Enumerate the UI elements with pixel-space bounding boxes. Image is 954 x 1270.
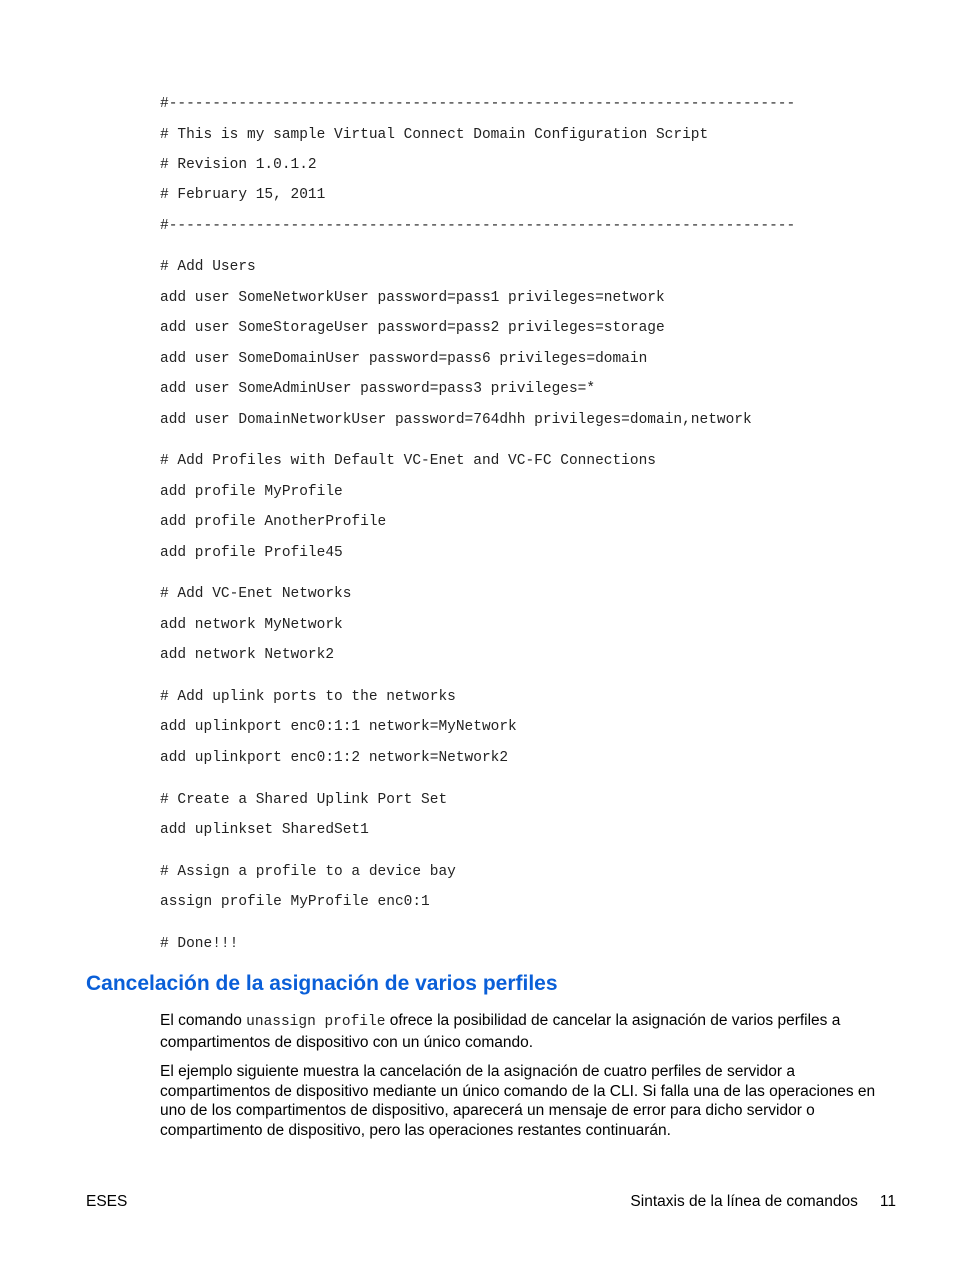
code-line: # Revision 1.0.1.2 <box>160 157 317 173</box>
code-line: add uplinkport enc0:1:2 network=Network2 <box>160 750 509 766</box>
code-line: add user SomeAdminUser password=pass3 privileges=* <box>160 381 596 397</box>
code-line: add uplinkport enc0:1:1 network=MyNetwork <box>160 719 517 735</box>
code-line: # This is my sample Virtual Connect Domain Configuration Script <box>160 127 709 143</box>
code-line: add user SomeDomainUser password=pass6 privileges=domain <box>160 351 648 367</box>
code-line: add profile AnotherProfile <box>160 514 387 530</box>
paragraph-text: ofrece la posibilidad de cancelar la asignación de varios perfiles a compartimentos de dispositivo con un único comando. <box>160 1012 841 1051</box>
code-line: add user DomainNetworkUser password=764dhh privileges=domain,network <box>160 412 752 428</box>
code-line: # Add uplink ports to the networks <box>160 689 456 705</box>
code-line: # Assign a profile to a device bay <box>160 864 456 880</box>
code-line: # February 15, 2011 <box>160 187 326 203</box>
paragraph-example: El ejemplo siguiente muestra la cancelación de la asignación de cuatro perfiles de servidor a compartimentos de dispositivo mediante un único comando de la CLI. Si falla una de las operaciones en uno de los compartimentos de dispositivo, aparecerá un mensaje de error para dicho servidor o compartimento de dispositivo, pero las operaciones restantes continuarán. <box>160 1063 876 1139</box>
code-line: add user SomeStorageUser password=pass2 privileges=storage <box>160 320 665 336</box>
code-line: # Done!!! <box>160 936 239 952</box>
code-line: add user SomeNetworkUser password=pass1 privileges=network <box>160 290 665 306</box>
code-line: add network MyNetwork <box>160 617 343 633</box>
section-heading: Cancelación de la asignación de varios perfiles <box>86 972 558 995</box>
paragraph-text: El comando <box>160 1012 247 1029</box>
code-line: #------------------------------------------------------------------------ <box>160 96 796 112</box>
code-line: add profile MyProfile <box>160 484 343 500</box>
code-line: add network Network2 <box>160 647 335 663</box>
code-line: add profile Profile45 <box>160 545 343 561</box>
code-line: add uplinkset SharedSet1 <box>160 822 369 838</box>
code-line: assign profile MyProfile enc0:1 <box>160 894 430 910</box>
page-number: 11 <box>879 1193 896 1210</box>
code-line: # Create a Shared Uplink Port Set <box>160 792 448 808</box>
code-line: # Add VC-Enet Networks <box>160 586 352 602</box>
code-line: # Add Profiles with Default VC-Enet and VC-FC Connections <box>160 453 656 469</box>
footer-language-code: ESES <box>86 1193 128 1210</box>
inline-command: unassign profile <box>246 1014 386 1030</box>
footer-page-info <box>630 1192 896 1212</box>
code-line: # Add Users <box>160 259 256 275</box>
code-line: #------------------------------------------------------------------------ <box>160 218 796 234</box>
paragraph-intro <box>160 1011 890 1052</box>
footer-section-title: Sintaxis de la línea de comandos <box>630 1193 858 1210</box>
